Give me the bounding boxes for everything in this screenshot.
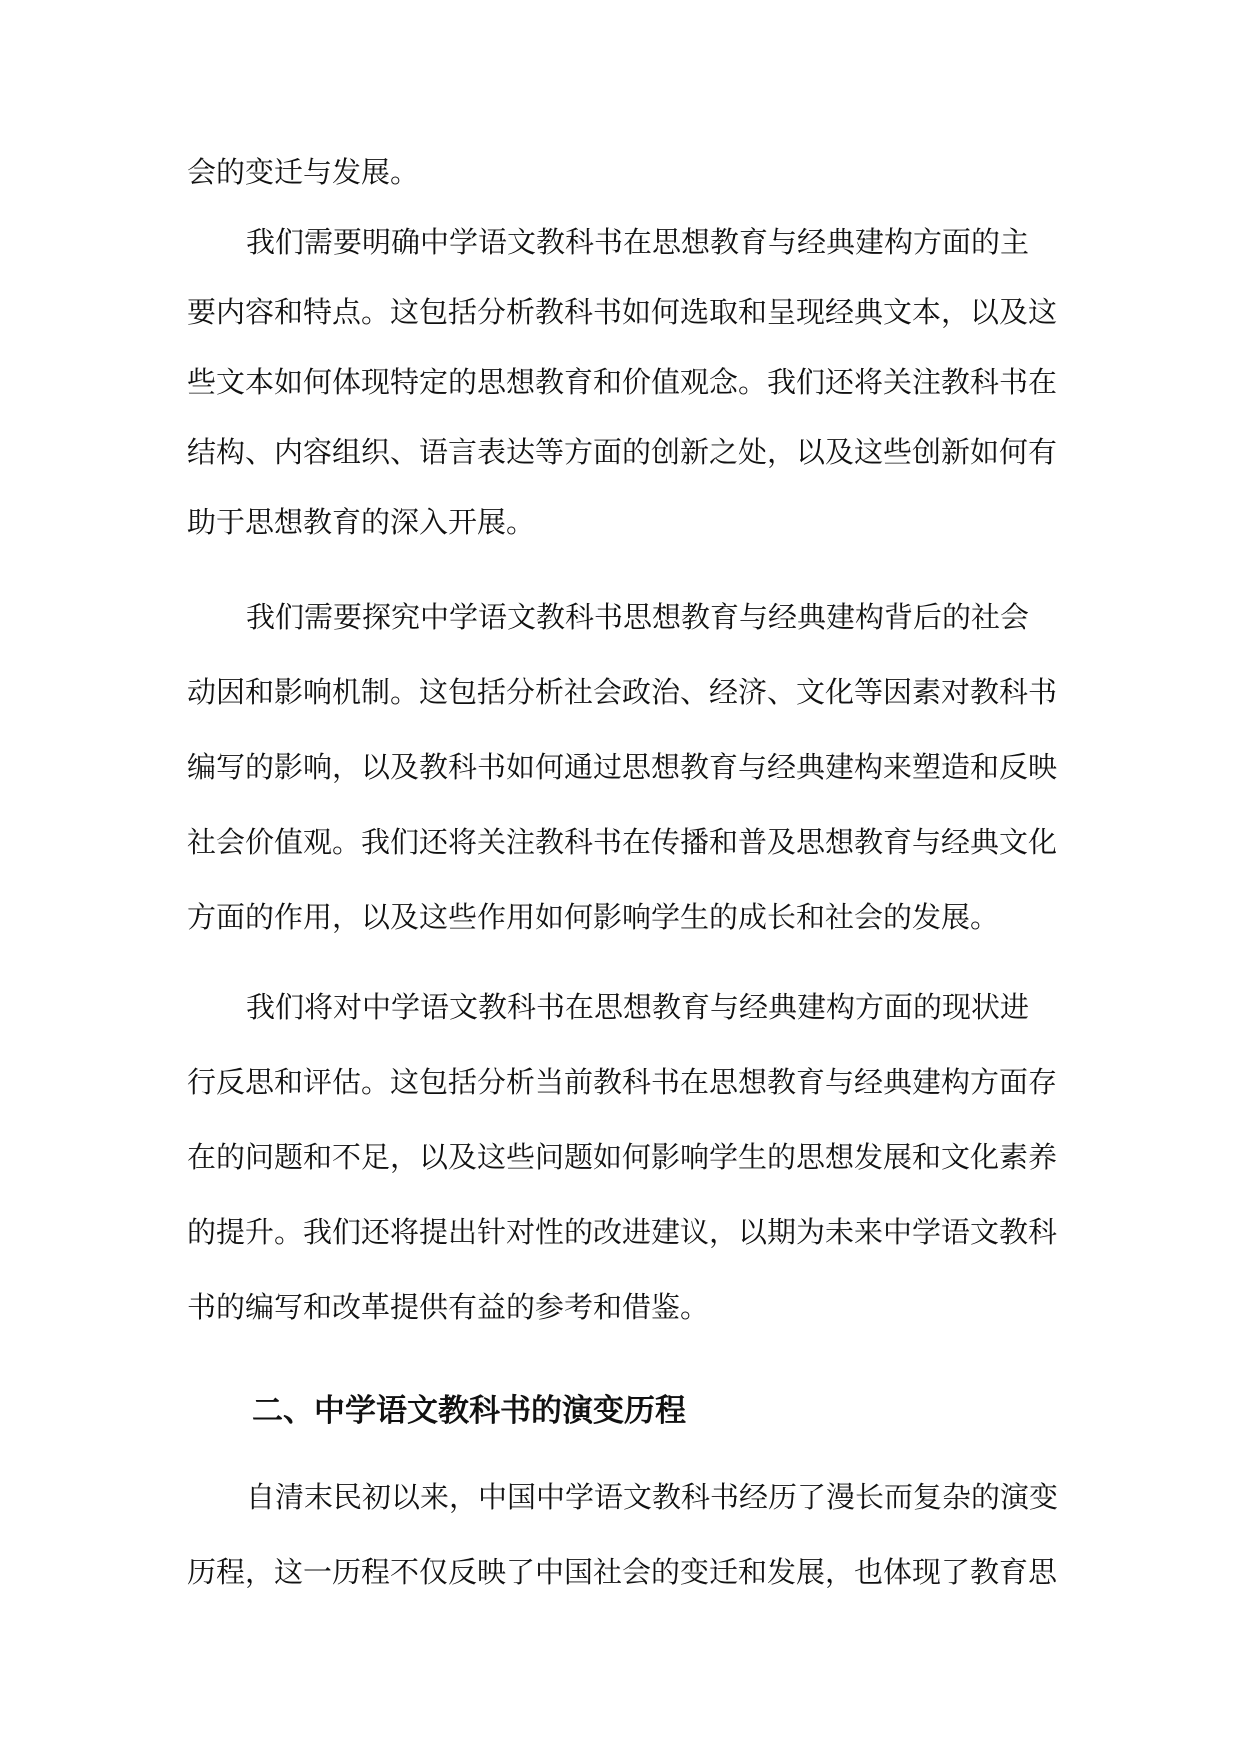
paragraph-line: 行反思和评估。这包括分析当前教科书在思想教育与经典建构方面存: [187, 1065, 1058, 1099]
paragraph-line: 结构、内容组织、语言表达等方面的创新之处，以及这些创新如何有: [187, 435, 1058, 469]
paragraph-line: 的提升。我们还将提出针对性的改进建议，以期为未来中学语文教科: [187, 1215, 1058, 1249]
paragraph-line: 我们将对中学语文教科书在思想教育与经典建构方面的现状进: [246, 990, 1030, 1024]
paragraph-line: 方面的作用，以及这些作用如何影响学生的成长和社会的发展。: [187, 900, 1000, 934]
paragraph-line: 会的变迁与发展。: [187, 155, 420, 189]
paragraph-line: 在的问题和不足，以及这些问题如何影响学生的思想发展和文化素养: [187, 1140, 1058, 1174]
paragraph-line: 自清末民初以来，中国中学语文教科书经历了漫长而复杂的演变: [246, 1480, 1059, 1514]
paragraph-line: 编写的影响，以及教科书如何通过思想教育与经典建构来塑造和反映: [187, 750, 1058, 784]
paragraph-line: 书的编写和改革提供有益的参考和借鉴。: [187, 1290, 710, 1324]
paragraph-line: 我们需要探究中学语文教科书思想教育与经典建构背后的社会: [246, 600, 1030, 634]
paragraph-line: 社会价值观。我们还将关注教科书在传播和普及思想教育与经典文化: [187, 825, 1058, 859]
paragraph-line: 些文本如何体现特定的思想教育和价值观念。我们还将关注教科书在: [187, 365, 1058, 399]
paragraph-line: 我们需要明确中学语文教科书在思想教育与经典建构方面的主: [246, 225, 1030, 259]
paragraph-line: 历程，这一历程不仅反映了中国社会的变迁和发展，也体现了教育思: [187, 1555, 1058, 1589]
section-heading: 二、中学语文教科书的演变历程: [252, 1393, 686, 1429]
paragraph-line: 动因和影响机制。这包括分析社会政治、经济、文化等因素对教科书: [187, 675, 1058, 709]
paragraph-line: 要内容和特点。这包括分析教科书如何选取和呈现经典文本，以及这: [187, 295, 1058, 329]
paragraph-line: 助于思想教育的深入开展。: [187, 505, 536, 539]
